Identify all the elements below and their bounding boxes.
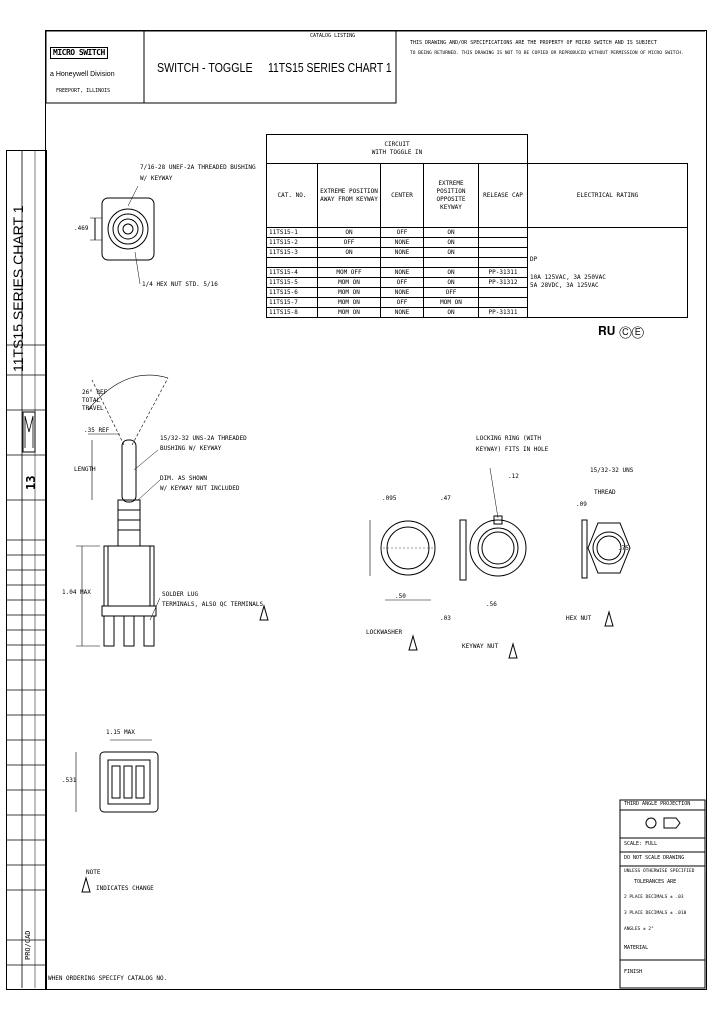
- nut-side-dim: .03: [440, 615, 451, 622]
- material-label: MATERIAL: [624, 945, 649, 951]
- dim-bottom-height: .531: [62, 777, 77, 784]
- table-row: 11TS15-1 ON OFF ON DP 10A 125VAC, 3A 250VAC 5A 28VDC, 3A 125VAC: [267, 228, 688, 238]
- tolerance-2: 3 PLACE DECIMALS ± .010: [624, 911, 687, 916]
- logo-subtitle: a Honeywell Division: [50, 71, 115, 78]
- electrical-rating: DP 10A 125VAC, 3A 250VAC 5A 28VDC, 3A 125VAC: [528, 228, 688, 318]
- notice-line-1: THIS DRAWING AND/OR SPECIFICATIONS ARE THE PROPERTY OF MICRO SWITCH AND IS SUBJECT: [410, 40, 657, 46]
- logo-location: FREEPORT, ILLINOIS: [56, 88, 111, 94]
- side-series-label: 11TS15 SERIES CHART 1: [10, 205, 26, 372]
- tolerance-header-1: UNLESS OTHERWISE SPECIFIED: [624, 869, 695, 874]
- keyway-note-1: LOCKING RING (WITH: [476, 435, 542, 442]
- thread-note-3: DIM. AS SHOWN: [160, 475, 207, 482]
- washer-id: .47: [440, 495, 451, 502]
- lever-length: LENGTH: [74, 466, 96, 473]
- col-ext-opposite: EXTREME POSITION OPPOSITE KEYWAY: [424, 164, 479, 228]
- product-title: SWITCH - TOGGLE: [157, 60, 253, 75]
- notice-line-2: TO BEING RETURNED. THIS DRAWING IS NOT TO BE COPIED OR REPRODUCED WITHOUT PERMISSION OF MICRO SWITCH.: [410, 51, 684, 56]
- catalog-header: CATALOG LISTING: [310, 33, 356, 39]
- lockwasher-label: LOCKWASHER: [366, 629, 403, 636]
- toggle-label-2: TRAVEL: [82, 405, 104, 412]
- keyway-dia: .56: [486, 601, 497, 608]
- table-row: 11TS15-7 MOM ON OFF MOM ON: [267, 298, 688, 308]
- finish-label: FINISH: [624, 969, 643, 975]
- table-row: 11TS15-4 MOM OFF NONE ON PP-31311: [267, 268, 688, 278]
- col-center: CENTER: [381, 164, 424, 228]
- col-ext-away: EXTREME POSITION AWAY FROM KEYWAY: [318, 164, 381, 228]
- ul-mark-icon: 𝐑𝐔 ⒸⒺ: [598, 324, 644, 338]
- washer-od: .50: [395, 593, 406, 600]
- tolerance-1: 2 PLACE DECIMALS ± .03: [624, 895, 684, 900]
- col-electrical: ELECTRICAL RATING: [528, 164, 688, 228]
- scale-label: SCALE: FULL: [624, 841, 658, 847]
- washer-dim: .095: [382, 495, 397, 502]
- circuit-header: CIRCUIT WITH TOGGLE IN: [267, 135, 528, 164]
- footer-order-note: WHEN ORDERING SPECIFY CATALOG NO.: [48, 975, 168, 982]
- dim-bushing: .469: [74, 225, 89, 232]
- tolerance-header-2: TOLERANCES ARE: [634, 879, 677, 885]
- keyway-nut-label: KEYWAY NUT: [462, 643, 499, 650]
- side-cad-label: PRO/CAD: [24, 930, 32, 960]
- dim-bottom-width: 1.15 MAX: [106, 729, 135, 736]
- thread-note-2: BUSHING W/ KEYWAY: [160, 445, 222, 452]
- series-title: 11TS15 SERIES CHART 1: [268, 60, 392, 75]
- solder-note-1: SOLDER LUG: [162, 591, 199, 598]
- keyway-dim: .12: [508, 473, 519, 480]
- hex-note: 1/4 HEX NUT STD. 5/16: [142, 281, 218, 288]
- thread-note-4: W/ KEYWAY NUT INCLUDED: [160, 485, 240, 492]
- nut-dim: .09: [576, 501, 587, 508]
- hex-nut-label: HEX NUT: [566, 615, 592, 622]
- col-release: RELEASE CAP: [479, 164, 528, 228]
- thread-note-1: 15/32-32 UNS-2A THREADED: [160, 435, 247, 442]
- nut-thread-2: THREAD: [594, 489, 616, 496]
- sheet-number: 13: [24, 475, 38, 490]
- solder-note-2: TERMINALS, ALSO QC TERMINALS: [162, 601, 264, 608]
- col-cat: CAT. NO.: [267, 164, 318, 228]
- dim-body: 1.04 MAX: [62, 589, 91, 596]
- bushing-note-1: 7/16-28 UNEF-2A THREADED BUSHING: [140, 164, 256, 171]
- nut-thread: 15/32-32 UNS: [590, 467, 634, 474]
- circuit-table: [266, 134, 688, 318]
- tolerance-3: ANGLES ± 2°: [624, 927, 654, 932]
- note-1: INDICATES CHANGE: [96, 885, 154, 892]
- tolerance-title: DO NOT SCALE DRAWING: [624, 855, 685, 861]
- bushing-note-2: W/ KEYWAY: [140, 175, 173, 182]
- table-row: 11TS15-6 MOM ON NONE OFF: [267, 288, 688, 298]
- table-row: 11TS15-8 MOM ON NONE ON PP-31311: [267, 308, 688, 318]
- toggle-angle: 26° REF: [82, 389, 108, 396]
- table-row: 11TS15-5 MOM ON OFF ON PP-31312: [267, 278, 688, 288]
- note-header: NOTE: [86, 869, 101, 876]
- projection-header: THIRD ANGLE PROJECTION: [624, 801, 691, 807]
- keyway-note-2: KEYWAY) FITS IN HOLE: [476, 446, 549, 453]
- logo: MICRO SWITCH: [50, 47, 108, 59]
- table-row: 11TS15-3 ON NONE ON: [267, 248, 688, 258]
- nut-dia: .75: [618, 545, 629, 552]
- toggle-label-1: TOTAL: [82, 397, 101, 404]
- table-row: 11TS15-2 OFF NONE ON: [267, 238, 688, 248]
- dim-toggle: .35 REF: [84, 427, 110, 434]
